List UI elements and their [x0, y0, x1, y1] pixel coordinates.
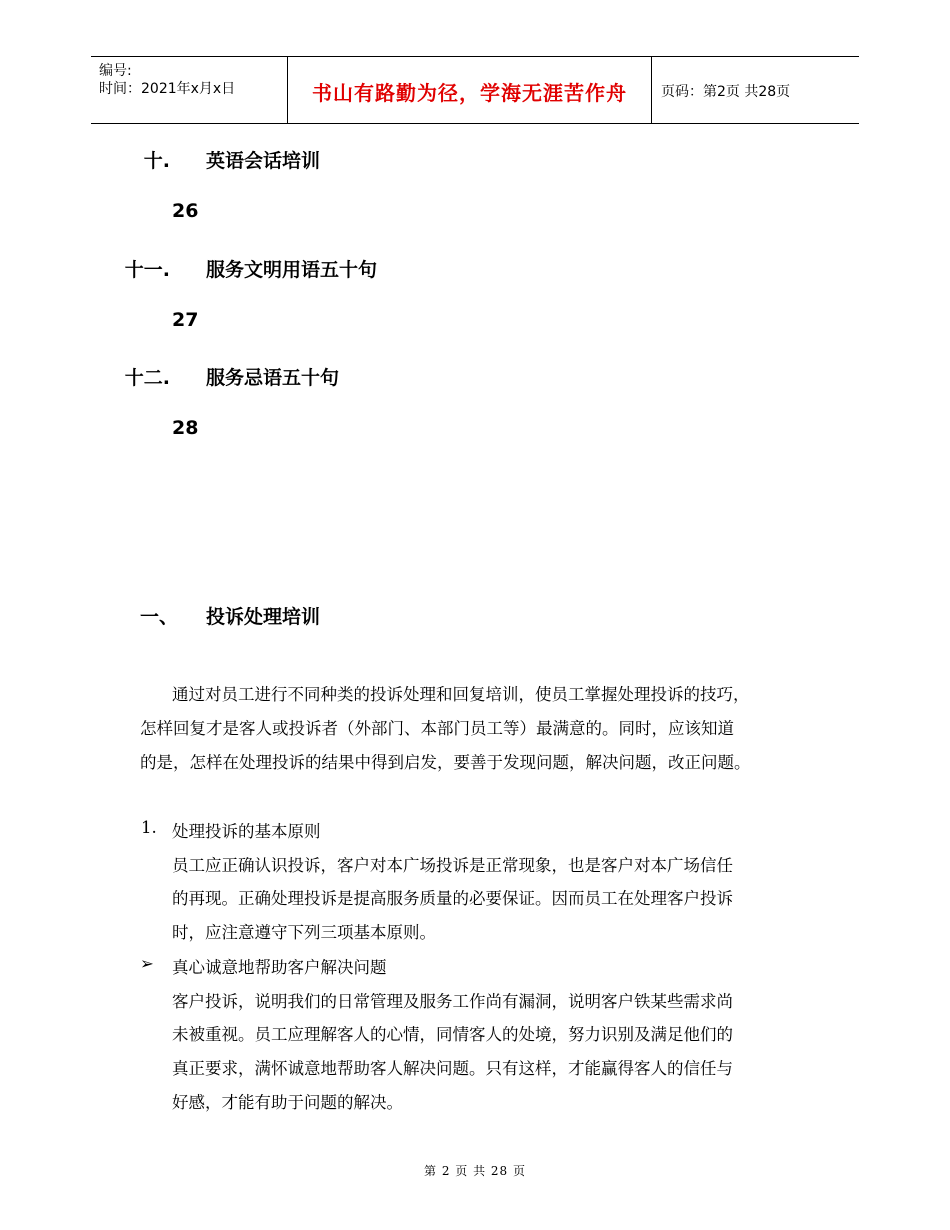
- toc-index: 十二.: [124, 367, 170, 389]
- intro-line: 的是，怎样在处理投诉的结果中得到启发，要善于发现问题，解决问题，改正问题。: [140, 753, 751, 772]
- page-header: [91, 56, 859, 124]
- item-title: 处理投诉的基本原则: [172, 822, 321, 841]
- page-footer: 第 2 页 共 28 页: [424, 1164, 526, 1178]
- header-meta-cell: [91, 57, 287, 123]
- item-body-line: 员工应正确认识投诉，客户对本广场投诉是正常现象，也是客户对本广场信任: [172, 856, 733, 875]
- toc-page: 28: [172, 417, 199, 439]
- toc-title: 英语会话培训: [206, 150, 321, 172]
- toc-page: 26: [172, 200, 199, 222]
- item-body-line: 的再现。正确处理投诉是提高服务质量的必要保证。因而员工在处理客户投诉: [172, 889, 733, 908]
- section-title: 投诉处理培训: [206, 606, 321, 628]
- header-motto-cell: [287, 57, 652, 123]
- bullet-body-line: 客户投诉，说明我们的日常管理及服务工作尚有漏洞，说明客户铁某些需求尚: [172, 992, 733, 1011]
- bullet-body-line: 好感，才能有助于问题的解决。: [172, 1093, 403, 1112]
- serial-label: 编号:: [99, 63, 132, 79]
- toc-index: 十一.: [124, 259, 170, 281]
- item-body-line: 时，应注意遵守下列三项基本原则。: [172, 923, 436, 942]
- toc-index: 十.: [143, 150, 170, 172]
- section-index: 一、: [140, 606, 179, 628]
- toc-page: 27: [172, 309, 199, 331]
- header-motto: 书山有路勤为径，学海无涯苦作舟: [312, 81, 627, 105]
- bullet-title: 真心诚意地帮助客户解决问题: [172, 958, 387, 977]
- toc-title: 服务文明用语五十句: [206, 259, 378, 281]
- toc-title: 服务忌语五十句: [206, 367, 340, 389]
- bullet-body-line: 真正要求，满怀诚意地帮助客人解决问题。只有这样，才能赢得客人的信任与: [172, 1059, 733, 1078]
- bullet-body-line: 未被重视。员工应理解客人的心情，同情客人的处境，努力识别及满足他们的: [172, 1025, 733, 1044]
- arrow-bullet-icon: ➢: [140, 954, 154, 973]
- time-label: 时间：2021年x月x日: [99, 81, 236, 97]
- item-number: 1.: [141, 818, 157, 837]
- header-page-cell: [651, 57, 859, 123]
- header-page-info: 页码：第2页 共28页: [661, 84, 791, 100]
- intro-line: 怎样回复才是客人或投诉者（外部门、本部门员工等）最满意的。同时，应该知道: [140, 719, 734, 738]
- intro-line: 通过对员工进行不同种类的投诉处理和回复培训，使员工掌握处理投诉的技巧，: [172, 685, 750, 704]
